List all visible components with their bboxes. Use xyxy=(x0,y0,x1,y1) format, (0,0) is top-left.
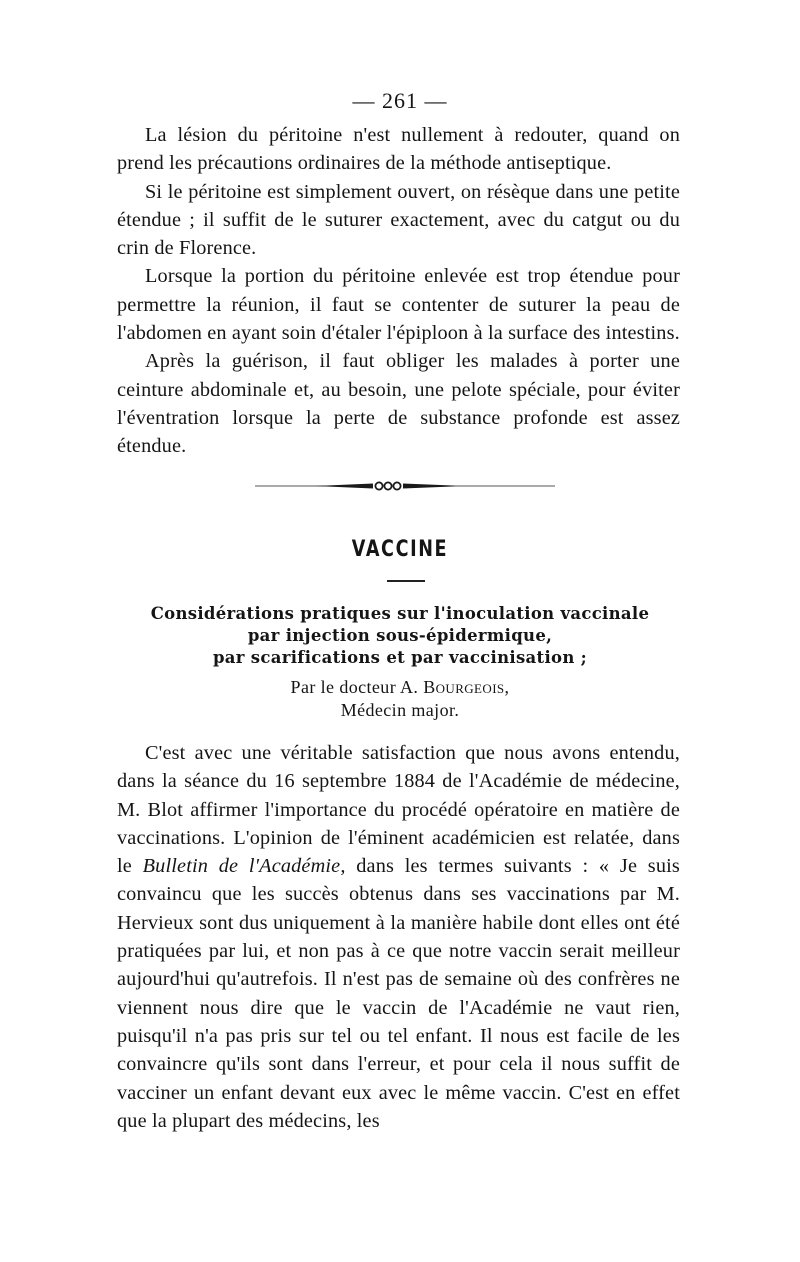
paragraph: Après la guérison, il faut obliger les malades à porter une ceinture abdominale et, au besoin, une pelote spéciale, pour éviter l'éventration lorsque la perte de substance profonde est assez étendue. xyxy=(117,350,680,458)
paragraph-text: C'est avec une véritable satisfaction que nous avons entendu, dans la séance du 16 septembre 1884 de l'Académie de médecine, M. Blot affirmer l'importance du procédé opératoire en matière de vaccinations. L'opinion de l'éminent académicien est relatée, dans le xyxy=(117,742,680,878)
paragraph-text: dans les termes suivants : « Je suis convaincu que les succès obtenus dans ses vaccinations par M. Hervieux sont dus uniquement à la manière habile dont elles ont été pratiquées par lui, et non pas à ce que notre vaccin serait meilleur aujourd'hui qu'autrefois. Il n'est pas de semaine où des confrères ne viennent nous dire que le vaccin de l'Académie ne vaut rien, puisqu'il n'a pas pris sur tel ou tel enfant. Il nous est facile de les convaincre qu'ils sont dans l'erreur, et pour cela il nous suffit de vacciner un enfant devant eux avec le même vaccin. C'est en effet que la plupart des médecins, les xyxy=(117,855,680,1132)
intro-text-block xyxy=(117,121,680,461)
italic-citation: Bulletin de l'Académie, xyxy=(142,855,346,878)
article-text-block xyxy=(117,739,680,1135)
subtitle-line: par injection sous-épidermique, xyxy=(247,626,553,645)
paragraph: La lésion du péritoine n'est nullement à redouter, quand on prend les précautions ordinaires de la méthode antiseptique. xyxy=(117,124,680,175)
author-name: Bourgeois, xyxy=(423,677,510,697)
author-role: Médecin major. xyxy=(340,700,460,720)
section-title: VACCINE xyxy=(351,537,449,562)
author-prefix: Par le docteur A. xyxy=(290,677,419,697)
paragraph: Si le péritoine est simplement ouvert, on résèque dans une petite étendue ; il suffit de le suturer exactement, avec du catgut ou du crin de Florence. xyxy=(117,180,680,260)
section-divider-ornament xyxy=(255,477,555,493)
section-subtitle xyxy=(0,603,800,669)
paragraph: Lorsque la portion du péritoine enlevée est trop étendue pour permettre la réunion, il faut se contenter de suturer la peau de l'abdomen en ayant soin d'étaler l'épiploon à la surface des intestins. xyxy=(117,265,680,345)
subtitle-line: Considérations pratiques sur l'inoculation vaccinale xyxy=(150,604,650,623)
page-number: — 261 — xyxy=(352,88,448,113)
paragraph xyxy=(117,739,680,1135)
title-rule xyxy=(387,580,425,582)
author-byline xyxy=(0,676,800,722)
subtitle-line: par scarifications et par vaccinisation ; xyxy=(212,648,588,667)
author-line xyxy=(0,676,800,699)
